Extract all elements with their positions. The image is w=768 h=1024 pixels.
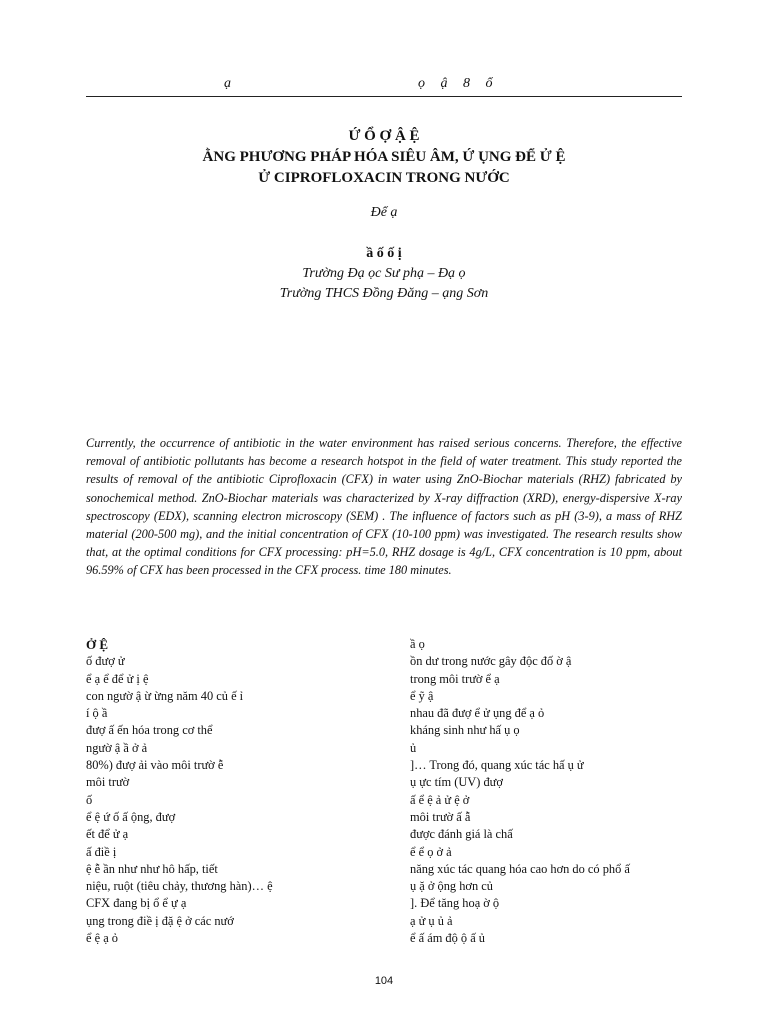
body-line: được đánh giá là chấ — [410, 827, 513, 842]
body-line: ấ ể ệ ả ử ệ ở — [410, 792, 470, 807]
body-line: ngườ ậ ầ ở ả — [86, 740, 148, 755]
page-number: 104 — [374, 975, 394, 987]
body-line: ể ệ ạ ỏ — [86, 931, 118, 946]
body-line: niệu, ruột (tiêu chảy, thương hàn)… ệ — [86, 879, 273, 894]
left-column — [86, 636, 358, 947]
body-line: ể ạ ể để ử ị ệ — [86, 671, 149, 686]
body-line: con ngườ ậ ừ ừng năm 40 củ ế ỉ — [86, 688, 244, 703]
body-line: ấ điề ị — [86, 844, 117, 859]
body-line: ết để ử ạ — [86, 827, 129, 842]
body-line: ồn dư trong nước gây độc đố ờ ậ — [410, 654, 572, 669]
body-line: ụ ực tím (UV) đượ — [410, 775, 503, 790]
body-line: ể ệ ứ ố ấ ộng, đượ — [86, 809, 176, 824]
body-line: môi trườ — [86, 775, 130, 790]
body-line: ]. Để tăng hoạ ờ ộ — [410, 896, 500, 911]
body-line: ệ ễ ần như như hô hấp, tiết — [86, 861, 218, 876]
body-line: ]… Trong đó, quang xúc tác hấ ụ ử — [410, 758, 584, 773]
body-line: ể ấ ám độ ộ ấ ủ — [410, 931, 486, 946]
body-line: CFX đang bị ổ ể ự ạ — [86, 896, 187, 911]
title-line: Ứ Ổ Ợ Ậ Ệ — [348, 128, 420, 144]
section-heading: Ở Ệ — [86, 637, 109, 652]
running-header-left: ạ — [224, 76, 231, 91]
body-line: nhau đã đượ ể ử ụng để ạ ỏ — [410, 706, 545, 721]
body-line: môi trườ ấ ẫ — [410, 809, 471, 824]
right-column — [410, 636, 682, 947]
paper-title — [86, 126, 682, 189]
body-line: kháng sinh như hấ ụ ọ — [410, 723, 520, 738]
body-line: ạ ử ụ ủ ả — [410, 913, 453, 928]
author-list: Để ạ — [370, 205, 398, 220]
body-line: 80%) đượ ải vào môi trườ ễ — [86, 758, 224, 773]
body-line: ủ — [410, 740, 417, 755]
affiliations — [86, 244, 682, 304]
affiliation-line: Trường Đạ ọc Sư phạ – Đạ ọ — [302, 266, 466, 281]
body-line: í ộ ầ — [86, 706, 108, 721]
body-line: ụng trong điề ị đặ ệ ở các nướ — [86, 913, 234, 928]
title-line: Ử CIPROFLOXACIN TRONG NƯỚC — [258, 170, 510, 186]
body-line: ể ỹ ậ — [410, 688, 434, 703]
body-line: năng xúc tác quang hóa cao hơn do có phổ ấ — [410, 861, 630, 876]
body-line: ố — [86, 792, 93, 807]
body-line: trong môi trườ ể ạ — [410, 671, 500, 686]
body-line: ể ể ọ ở ả — [410, 844, 452, 859]
abstract-paragraph: Currently, the occurrence of antibiotic in the water environment has raised serious concerns. Therefore, the effective removal of antibiotic pollutants has become a research hotspot in the field of water treatment. This study reported the results of removal of the antibiotic Ciprofloxacin (CFX) in water using ZnO-Biochar materials (RHZ) fabricated by sonochemical method. ZnO-Biochar materials was characterized by X-ray diffraction (XRD), energy-dispersive X-ray spectroscopy (EDX), scanning electron microscopy (SEM) . The influence of factors such as pH (3-9), a mass of RHZ material (200-500 mg), and the initial concentration of CFX (10-100 ppm) was investigated. The research results show that, at the optimal conditions for CFX processing: pH=5.0, RHZ dosage is 4g/L, CFX concentration is 10 ppm, about 96.59% of CFX has been processed in the CFX process. time 180 minutes. — [86, 436, 682, 578]
body-line: đượ ấ ến hóa trong cơ thể — [86, 723, 213, 738]
affiliation-marks: ầ ố ố ị — [366, 246, 402, 261]
running-header-right: ọ ậ 8 ổ — [418, 76, 499, 91]
title-line: ẰNG PHƯƠNG PHÁP HÓA SIÊU ÂM, Ứ ỤNG ĐỂ Ử Ệ — [202, 149, 566, 165]
body-line: ố đượ ử — [86, 654, 125, 669]
running-header — [86, 74, 682, 97]
body-line: ầ ọ — [410, 637, 425, 651]
body-line: ụ ặ ở ộng hơn củ — [410, 879, 493, 894]
affiliation-line: Trường THCS Đồng Đăng – ạng Sơn — [279, 286, 489, 301]
